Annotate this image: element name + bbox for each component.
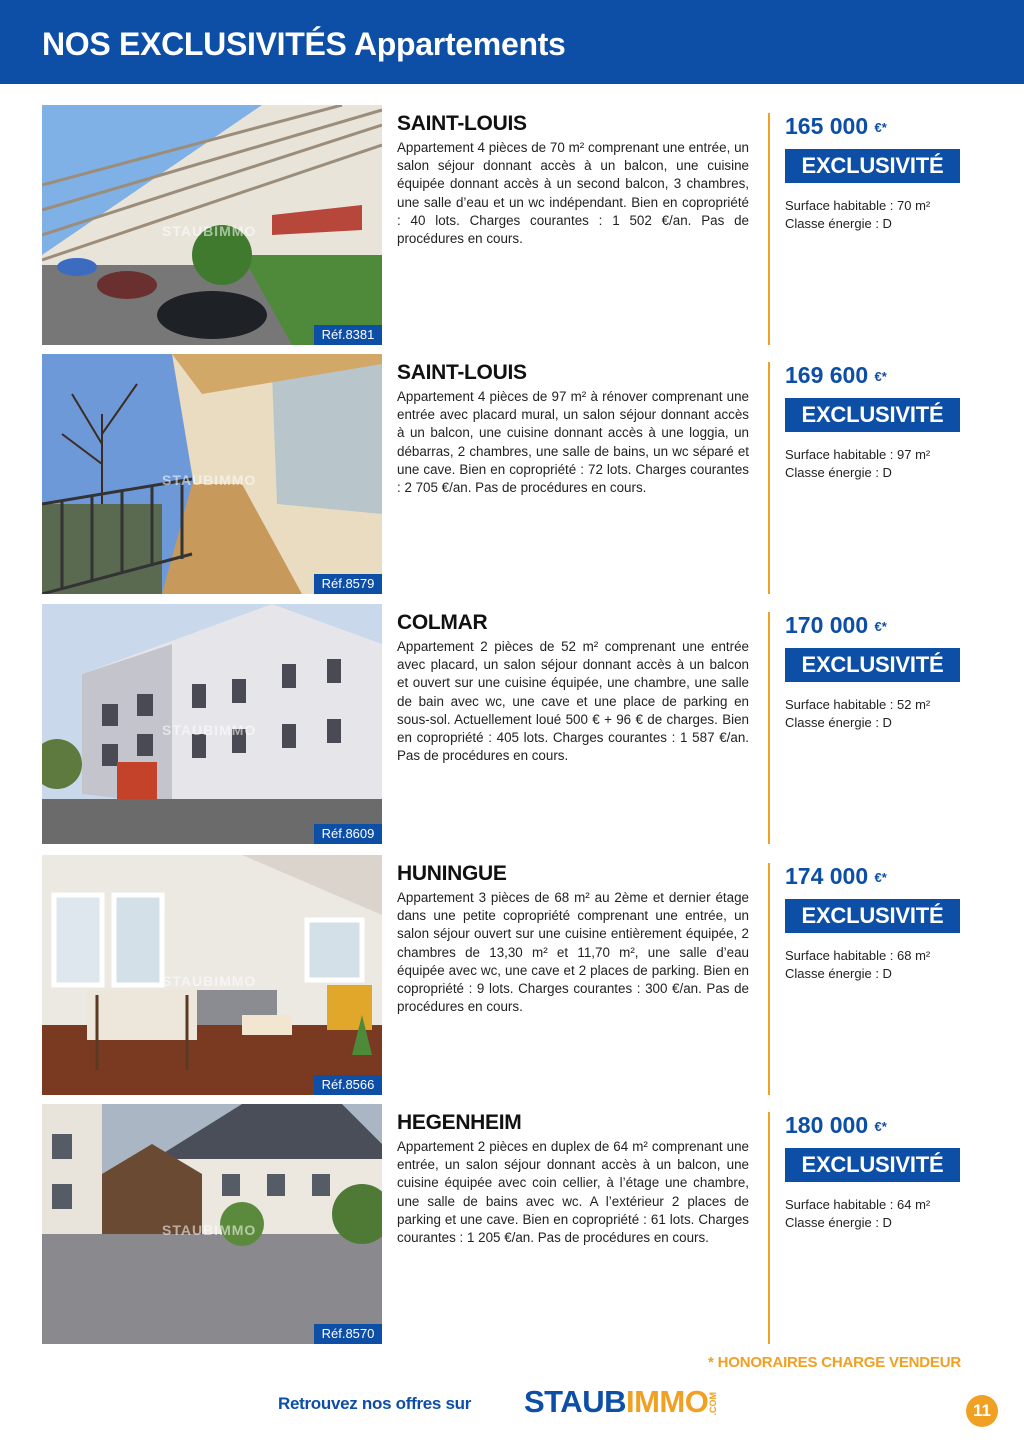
divider bbox=[768, 863, 770, 1095]
surface-label: Surface habitable : 70 m² bbox=[785, 197, 931, 213]
listing-photo[interactable] bbox=[42, 855, 382, 1095]
listing-card[interactable] bbox=[42, 1104, 972, 1344]
surface-label: Surface habitable : 52 m² bbox=[785, 696, 931, 712]
staubimmo-logo[interactable]: STAUBIMMO.COM bbox=[524, 1384, 719, 1419]
divider bbox=[768, 362, 770, 594]
photo-watermark: STAUBIMMO bbox=[162, 223, 257, 239]
listing-price: 174 000 €* bbox=[785, 863, 887, 889]
listing-card[interactable] bbox=[42, 105, 972, 345]
divider bbox=[768, 113, 770, 345]
fees-note: * HONORAIRES CHARGE VENDEUR bbox=[708, 1354, 961, 1371]
surface-label: Surface habitable : 68 m² bbox=[785, 947, 931, 963]
photo-watermark: STAUBIMMO bbox=[162, 1222, 257, 1238]
listing-city: COLMAR bbox=[397, 611, 488, 634]
reference-label: Réf.8570 bbox=[314, 1324, 382, 1344]
listing-photo[interactable] bbox=[42, 1104, 382, 1344]
listing-photo[interactable] bbox=[42, 105, 382, 345]
listing-description: Appartement 2 pièces de 52 m² comprenant une entrée avec placard, un salon séjour donnant accès à un balcon et ouvert sur une cuisine équipée, une chambre, une salle de bain avec wc, une cave et une place de parking en sous-sol. Actuellement loué 500 € + 96 € de charges. Bien en copropriété : 405 lots. Charges courantes : 1 587 €/an. Pas de procédures en cours. bbox=[397, 639, 749, 764]
energy-class-label: Classe énergie : D bbox=[785, 464, 892, 480]
photo-watermark: STAUBIMMO bbox=[162, 472, 257, 488]
energy-class-label: Classe énergie : D bbox=[785, 714, 892, 730]
offers-text: Retrouvez nos offres sur bbox=[278, 1394, 472, 1413]
divider bbox=[768, 1112, 770, 1344]
listing-photo[interactable] bbox=[42, 354, 382, 594]
reference-label: Réf.8609 bbox=[314, 824, 382, 844]
listing-description: Appartement 4 pièces de 70 m² comprenant une entrée, un salon séjour donnant accès à un balcon, une cuisine équipée donnant accès à un second balcon, 3 chambres, une salle d’eau et un wc indépendant. Bien en copropriété : 40 lots. Charges courantes : 1 502 €/an. Pas de procédures en cours. bbox=[397, 140, 749, 247]
page-number: 11 bbox=[966, 1395, 998, 1427]
listing-city: SAINT-LOUIS bbox=[397, 112, 527, 135]
listing-price: 170 000 €* bbox=[785, 612, 887, 638]
exclusivity-badge: EXCLUSIVITÉ bbox=[785, 1148, 960, 1182]
listing-description: Appartement 4 pièces de 97 m² à rénover comprenant une entrée avec placard mural, un salon séjour donnant accès à un balcon, une cuisine donnant accès à une loggia, un débarras, 2 chambres, une salle de bains, un wc séparé et une cave. Bien en copropriété : 72 lots. Charges courantes : 2 705 €/an. Pas de procédures en cours. bbox=[397, 389, 749, 496]
listing-city: SAINT-LOUIS bbox=[397, 361, 527, 384]
page-title: NOS EXCLUSIVITÉS Appartements bbox=[42, 26, 566, 62]
energy-class-label: Classe énergie : D bbox=[785, 965, 892, 981]
listing-description: Appartement 3 pièces de 68 m² au 2ème et dernier étage dans une petite copropriété comprenant une entrée, un salon séjour ouvert sur une cuisine entièrement équipée, 2 chambres de 13,30 m² et 11,70 m², une salle d’eau équipée avec wc, une cave et 2 places de parking. Bien en copropriété : 9 lots. Charges courantes : 300 €/an. Pas de procédures en cours. bbox=[397, 890, 749, 1015]
page-header bbox=[0, 0, 1024, 84]
exclusivity-badge: EXCLUSIVITÉ bbox=[785, 648, 960, 682]
listing-card[interactable] bbox=[42, 354, 972, 594]
photo-watermark: STAUBIMMO bbox=[162, 973, 257, 989]
listing-price: 180 000 €* bbox=[785, 1112, 887, 1138]
listing-card[interactable] bbox=[42, 855, 972, 1095]
exclusivity-badge: EXCLUSIVITÉ bbox=[785, 149, 960, 183]
surface-label: Surface habitable : 97 m² bbox=[785, 446, 931, 462]
energy-class-label: Classe énergie : D bbox=[785, 215, 892, 231]
listing-city: HEGENHEIM bbox=[397, 1111, 522, 1134]
reference-label: Réf.8381 bbox=[314, 325, 382, 345]
listing-price: 165 000 €* bbox=[785, 113, 887, 139]
surface-label: Surface habitable : 64 m² bbox=[785, 1196, 931, 1212]
photo-watermark: STAUBIMMO bbox=[162, 722, 257, 738]
divider bbox=[768, 612, 770, 844]
reference-label: Réf.8566 bbox=[314, 1075, 382, 1095]
listing-description: Appartement 2 pièces en duplex de 64 m² comprenant une entrée, un salon séjour donnant accès à un balcon, une cuisine équipée avec coin cellier, à l’étage une chambre, une salle de bains avec wc. A l’extérieur 2 places de parking et une cave. Bien en copropriété : 61 lots. Charges courantes : 1 205 €/an. Pas de procédures en cours. bbox=[397, 1139, 749, 1246]
listing-photo[interactable] bbox=[42, 604, 382, 844]
exclusivity-badge: EXCLUSIVITÉ bbox=[785, 899, 960, 933]
reference-label: Réf.8579 bbox=[314, 574, 382, 594]
energy-class-label: Classe énergie : D bbox=[785, 1214, 892, 1230]
exclusivity-badge: EXCLUSIVITÉ bbox=[785, 398, 960, 432]
listing-price: 169 600 €* bbox=[785, 362, 887, 388]
listing-city: HUNINGUE bbox=[397, 862, 507, 885]
listing-card[interactable] bbox=[42, 604, 972, 844]
